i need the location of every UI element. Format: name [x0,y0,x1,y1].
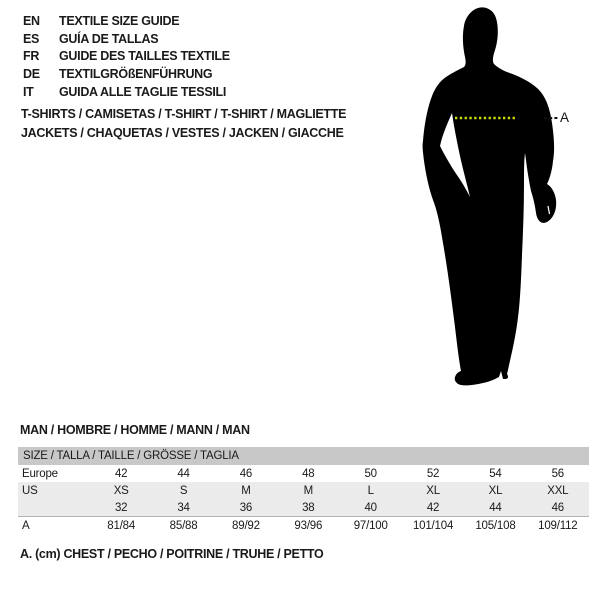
size-cell: 46 [239,467,253,480]
language-code: EN [23,13,40,28]
language-code: DE [23,67,40,82]
section-title-man: MAN / HOMBRE / HOMME / MANN / MAN [20,423,250,437]
size-cell: 42 [426,501,440,514]
product-category-lines [21,105,346,142]
size-cell: 109/112 [538,519,578,532]
row-label: A [22,519,30,532]
size-cell: 54 [489,467,502,480]
size-cell: 50 [364,467,377,480]
language-label: GUIDE DES TAILLES TEXTILE [59,49,230,64]
size-cell: 89/92 [232,519,260,532]
measurement-label-a: A [560,110,570,125]
size-cell: 40 [364,501,377,514]
language-row-en [23,12,230,30]
size-cell: 52 [426,467,440,480]
size-cell: 42 [114,467,128,480]
size-table [18,447,589,534]
size-cell: XL [426,484,440,497]
language-code: FR [23,49,40,64]
language-row-it [23,83,230,101]
row-label: US [22,484,38,497]
size-cell: 56 [551,467,565,480]
man-body-shape [423,7,557,385]
size-cell: 46 [551,501,565,514]
language-row-de [23,65,230,83]
size-cell: M [303,484,313,497]
size-cell: 85/88 [169,519,198,532]
size-table-header: SIZE / TALLA / TAILLE / GRÖSSE / TAGLIA [18,447,589,465]
product-line-jackets: JACKETS / CHAQUETAS / VESTES / JACKEN / GIACCHE [21,125,344,140]
language-label: TEXTILE SIZE GUIDE [59,13,180,28]
footnote-chest: A. (cm) CHEST / PECHO / POITRINE / TRUHE / PETTO [20,547,324,561]
language-row-fr [23,48,230,66]
size-cell: 34 [177,501,190,514]
size-cell: 93/96 [294,519,323,532]
size-cell: 105/108 [475,519,516,532]
row-label: Europe [22,467,58,480]
size-cell: L [367,484,374,497]
size-cell: 81/84 [107,519,136,532]
size-cell: XL [488,484,503,497]
product-line-tshirts: T-SHIRTS / CAMISETAS / T-SHIRT / T-SHIRT / MAGLIETTE [21,107,347,122]
table-row-us [18,482,589,499]
language-code: ES [23,31,40,46]
size-cell: 32 [114,501,128,514]
language-label: GUIDA ALLE TAGLIE TESSILI [59,85,227,100]
size-cell: XXL [547,484,569,497]
language-list [23,12,230,101]
size-cell: 38 [302,501,315,514]
size-cell: XS [113,484,129,497]
size-cell: M [241,484,251,497]
man-silhouette [395,0,570,400]
size-cell: 101/104 [412,519,454,532]
table-row-europe [18,465,589,482]
table-row-chest-a [18,516,589,534]
table-row-us-numeric [18,499,589,516]
size-cell: 48 [302,467,315,480]
size-cell: 44 [489,501,502,514]
language-row-es [23,30,230,48]
size-cell: 36 [239,501,253,514]
language-label: GUÍA DE TALLAS [59,31,159,46]
size-cell: 97/100 [353,519,388,532]
language-code: IT [23,85,34,100]
language-label: TEXTILGRÖßENFÜHRUNG [59,67,213,82]
size-cell: 44 [177,467,190,480]
size-cell: S [179,484,188,497]
